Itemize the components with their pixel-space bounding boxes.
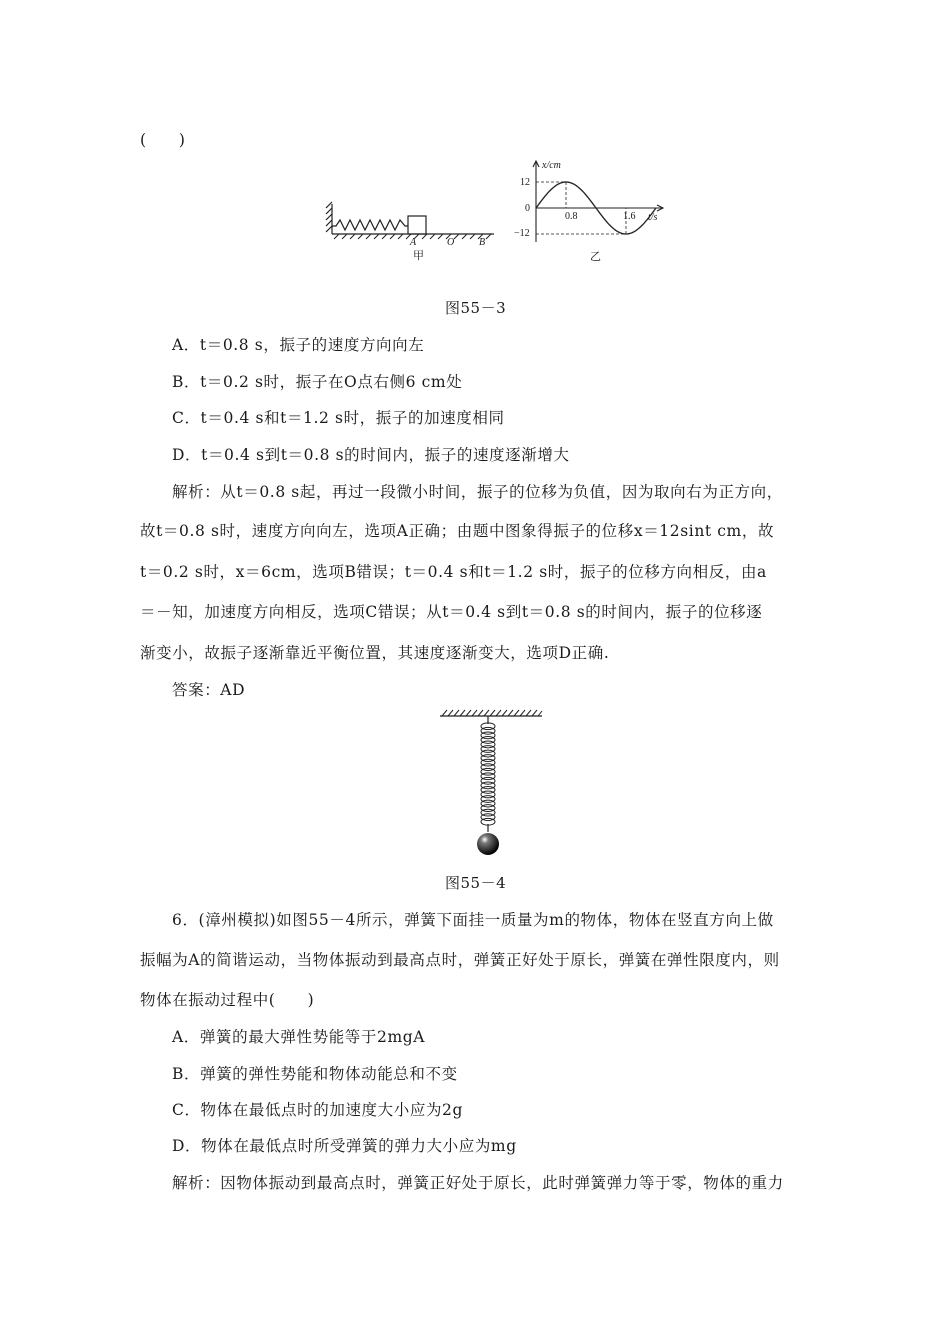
figure-55-3-yi-chart bbox=[510, 156, 670, 266]
yi-label: 乙 bbox=[590, 251, 601, 263]
q6-option-b: B．弹簧的弹性势能和物体动能总和不变 bbox=[172, 1065, 458, 1083]
q6-analysis: 解析：因物体振动到最高点时，弹簧正好处于原长，此时弹簧弹力等于零，物体的重力 bbox=[172, 1174, 784, 1192]
q6-stem-line-2: 振幅为A的简谐运动，当物体振动到最高点时，弹簧正好处于原长，弹簧在弹性限度内，则 bbox=[140, 951, 780, 969]
ball bbox=[477, 833, 499, 855]
point-a-label: A bbox=[410, 237, 417, 248]
q5-option-b: B．t＝0.2 s时，振子在O点右侧6 cm处 bbox=[172, 373, 463, 391]
figure-55-4 bbox=[436, 704, 546, 864]
q6-stem-line-3: 物体在振动过程中( ) bbox=[140, 991, 315, 1009]
q5-analysis-line-5: 渐变小，故振子逐渐靠近平衡位置，其速度逐渐变大，选项D正确. bbox=[140, 644, 610, 662]
y-axis-label: x/cm bbox=[542, 160, 561, 171]
figure-55-3-jia bbox=[322, 196, 502, 266]
q6-option-a: A．弹簧的最大弹性势能等于2mgA bbox=[172, 1028, 426, 1046]
vertical-spring bbox=[481, 723, 495, 825]
q6-option-c: C．物体在最低点时的加速度大小应为2g bbox=[172, 1101, 464, 1119]
spring bbox=[332, 220, 408, 230]
tick-label-0: 0 bbox=[525, 203, 530, 214]
q5-option-c: C．t＝0.4 s和t＝1.2 s时，振子的加速度相同 bbox=[172, 409, 505, 427]
figure-55-4-caption: 图55－4 bbox=[445, 874, 507, 892]
figure-55-3-caption: 图55－3 bbox=[445, 299, 507, 317]
point-o-label: O bbox=[447, 237, 455, 248]
tick-label-1-6: 1.6 bbox=[623, 211, 636, 222]
q5-answer: 答案：AD bbox=[172, 681, 246, 699]
point-b-label: B bbox=[479, 237, 486, 248]
x-axis-label: t/s bbox=[648, 212, 658, 223]
jia-label: 甲 bbox=[413, 250, 424, 262]
block bbox=[408, 216, 426, 234]
q5-analysis-line-3: t＝0.2 s时，x＝6cm，选项B错误；t＝0.4 s和t＝1.2 s时，振子的位移方向相反，由a bbox=[140, 563, 767, 581]
tick-label-neg12: −12 bbox=[514, 228, 530, 239]
q5-analysis-line-4: ＝－知，加速度方向相反，选项C错误；从t＝0.4 s到t＝0.8 s的时间内，振子的位移逐 bbox=[140, 603, 763, 621]
q5-analysis-line-1: 解析：从t＝0.8 s起，再过一段微小时间，振子的位移为负值，因为取向右为正方向， bbox=[172, 483, 783, 501]
tick-label-12: 12 bbox=[520, 177, 530, 188]
q5-analysis-line-2: 故t＝0.8 s时，速度方向向左，选项A正确；由题中图象得振子的位移x＝12sint cm，故 bbox=[140, 522, 775, 540]
q5-option-d: D．t＝0.4 s到t＝0.8 s的时间内，振子的速度逐渐增大 bbox=[172, 446, 570, 464]
tick-label-0-8: 0.8 bbox=[565, 211, 578, 222]
answer-blank: ( ) bbox=[140, 131, 186, 149]
q5-option-a: A．t＝0.8 s，振子的速度方向向左 bbox=[172, 336, 425, 354]
q6-stem-line-1: 6．(漳州模拟)如图55－4所示，弹簧下面挂一质量为m的物体，物体在竖直方向上做 bbox=[172, 911, 774, 929]
q6-option-d: D．物体在最低点时所受弹簧的弹力大小应为mg bbox=[172, 1137, 517, 1155]
